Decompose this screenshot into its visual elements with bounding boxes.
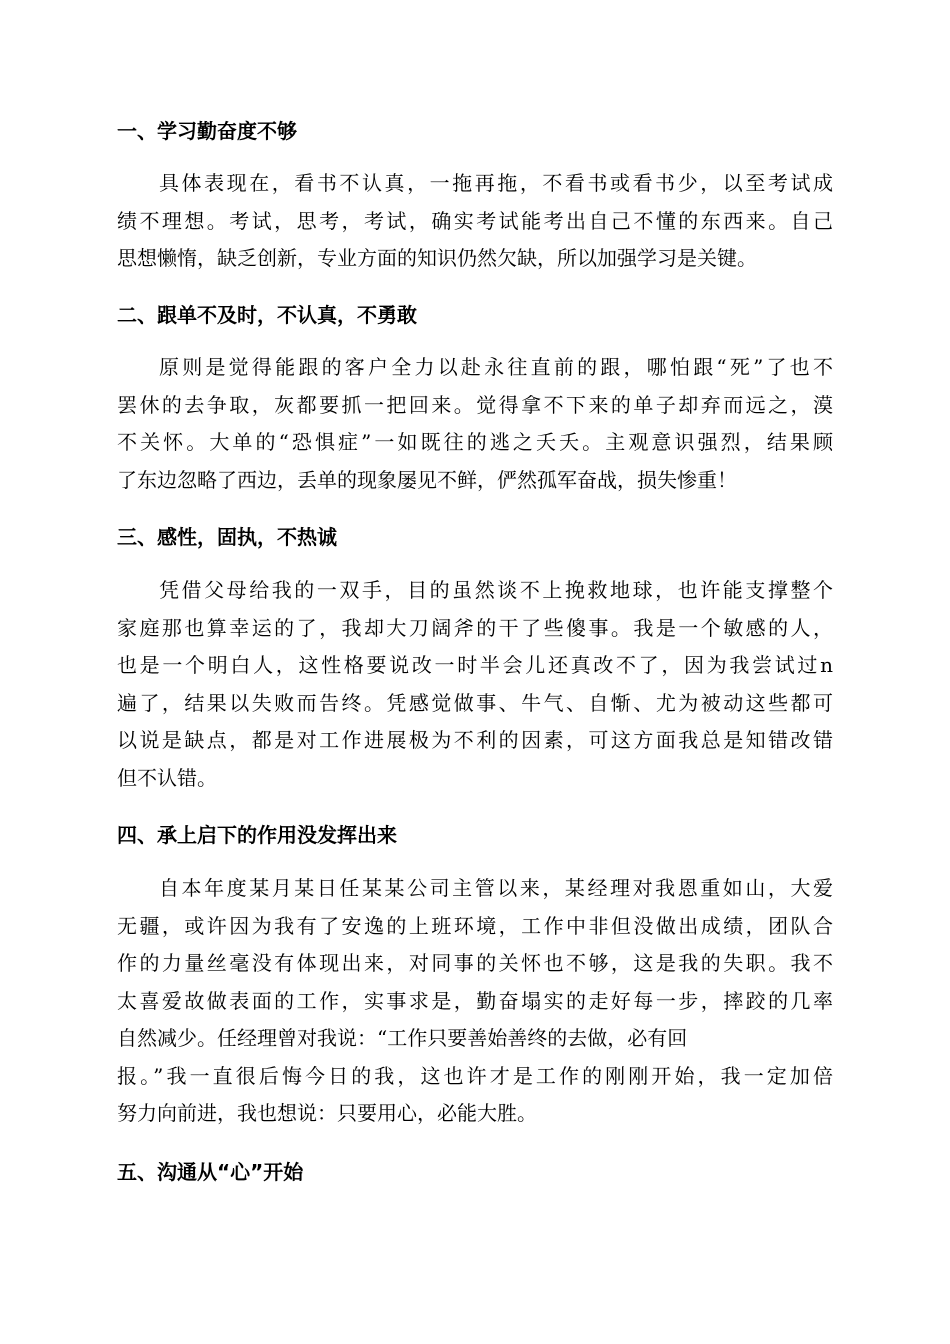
paragraph-line: 不关怀。大单的“恐惧症”一如既往的逃之夭夭。主观意识强烈，结果顾 (117, 430, 833, 454)
section-heading-2: 二、跟单不及时，不认真，不勇敢 (117, 303, 417, 327)
paragraph-line: 太喜爱故做表面的工作，实事求是，勤奋塌实的走好每一步，摔跤的几率 (117, 988, 833, 1013)
paragraph-line: 绩不理想。考试，思考，考试，确实考试能考出自己不懂的东西来。自己 (117, 208, 833, 233)
paragraph-line: 但不认错。 (117, 765, 217, 790)
section-heading-4: 四、承上启下的作用没发挥出来 (117, 823, 397, 847)
paragraph-line: 也是一个明白人，这性格要说改一时半会儿还真改不了，因为我尝试过n (117, 653, 833, 677)
paragraph-line: 家庭那也算幸运的了，我却大刀阔斧的干了些傻事。我是一个敏感的人， (117, 615, 833, 640)
paragraph-line: 自然减少。任经理曾对我说：“工作只要善始善终的去做，必有回 (117, 1026, 688, 1050)
section-paragraph-1 (117, 165, 833, 278)
paragraph-line: 报。”我一直很后悔今日的我，这也许才是工作的刚刚开始，我一定加倍 (117, 1063, 833, 1088)
paragraph-line: 遍了，结果以失败而告终。凭感觉做事、牛气、自惭、尤为被动这些都可 (117, 690, 833, 715)
section-paragraph-2 (117, 349, 833, 499)
paragraph-line: 具体表现在，看书不认真，一拖再拖，不看书或看书少，以至考试成 (159, 171, 833, 195)
paragraph-line: 无疆，或许因为我有了安逸的上班环境，工作中非但没做出成绩，团队合 (117, 913, 833, 938)
paragraph-line: 以说是缺点，都是对工作进展极为不利的因素，可这方面我总是知错改错 (117, 728, 833, 752)
paragraph-line: 作的力量丝毫没有体现出来，对同事的关怀也不够，这是我的失职。我不 (117, 951, 833, 975)
paragraph-line: 凭借父母给我的一双手，目的虽然谈不上挽救地球，也许能支撑整个 (159, 578, 833, 602)
paragraph-line: 思想懒惰，缺乏创新，专业方面的知识仍然欠缺，所以加强学习是关键。 (117, 246, 757, 270)
section-paragraph-4 (117, 870, 833, 1133)
section-heading-3: 三、感性，固执，不热诚 (117, 525, 337, 549)
section-heading-5: 五、沟通从“心”开始 (117, 1160, 304, 1184)
paragraph-line: 罢休的去争取，灰都要抓一把回来。觉得拿不下来的单子却弃而远之，漠 (117, 392, 833, 417)
paragraph-line: 了东边忽略了西边，丢单的现象屡见不鲜，俨然孤军奋战，损失惨重！ (117, 467, 737, 492)
paragraph-line: 努力向前进，我也想说：只要用心，必能大胜。 (117, 1101, 537, 1125)
section-heading-1: 一、学习勤奋度不够 (117, 119, 297, 143)
paragraph-line: 自本年度某月某日任某某公司主管以来，某经理对我恩重如山，大爱 (159, 876, 833, 900)
section-paragraph-3 (117, 572, 833, 797)
paragraph-line: 原则是觉得能跟的客户全力以赴永往直前的跟，哪怕跟“死”了也不 (159, 355, 833, 379)
